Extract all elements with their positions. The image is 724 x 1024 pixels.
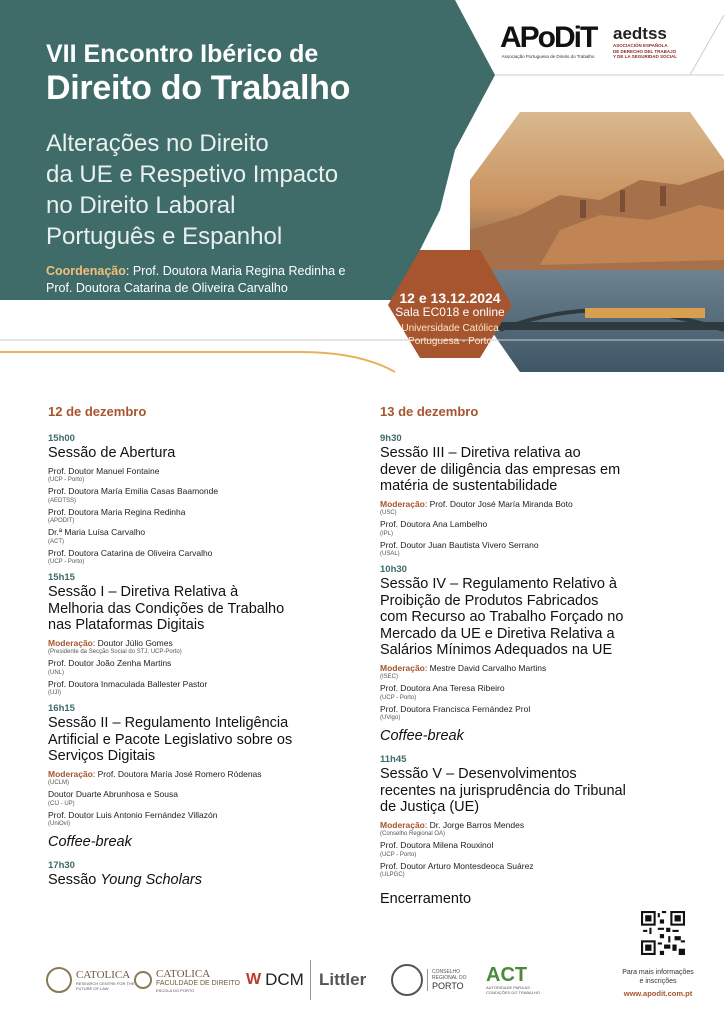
dcm-logo	[246, 960, 304, 1000]
session-title: Sessão de Abertura	[48, 445, 176, 461]
session-title-line: nas Plataformas Digitais	[48, 617, 205, 633]
catolica-logo-text: CATOLICA	[156, 967, 211, 980]
event-title	[46, 40, 466, 108]
session-title-line: com Recurso ao Trabalho Forçado no	[380, 609, 624, 625]
session-4	[380, 564, 690, 722]
session-title-line: Melhoria das Condições de Trabalho	[48, 600, 285, 617]
speaker-name: Prof. Doutor Manuel Fontaine	[48, 465, 160, 476]
speaker-name: Prof. Doutora María Emilia Casas Baamonde	[48, 486, 219, 496]
subtitle-line: Português e Espanhol	[46, 223, 283, 250]
speaker-affiliation: (ACT)	[48, 538, 64, 545]
coffee-break: Coffee-break	[48, 834, 132, 850]
event-room: Sala EC018 e online	[395, 305, 505, 319]
more-info-text: Para mais informações	[622, 969, 694, 976]
moderator-affiliation: (ISEC)	[380, 674, 398, 680]
speaker-name: Prof. Doutora Ana Lambelho	[380, 519, 488, 529]
moderator-name: : Dr. Jorge Barros Mendes	[424, 819, 525, 830]
event-venue	[388, 322, 512, 348]
speaker-name: Prof. Doutora Francisca Fernández Prol	[380, 703, 531, 714]
coordination-label: Coordenação	[46, 264, 126, 278]
aedtss-logo-tag: ASOCIACIÓN ESPAÑOLA	[613, 43, 668, 48]
speaker-affiliation: (UNL)	[48, 669, 64, 676]
speaker-affiliation: (UCP - Porto)	[48, 559, 85, 565]
conselho-regional-logo	[391, 960, 467, 1000]
session-5	[380, 754, 690, 879]
session-title-line: Sessão I – Diretiva Relativa à	[48, 584, 239, 600]
subtitle-line: no Direito Laboral	[46, 192, 236, 219]
aedtss-logo-mark: aedtss	[613, 24, 667, 43]
moderator-affiliation: (Presidente da Secção Social do STJ; UCP-Porto)	[48, 649, 182, 655]
venue-line: Universidade Católica	[401, 323, 499, 334]
event-date: 12 e 13.12.2024	[399, 290, 501, 306]
speaker-affiliation: (IPL)	[380, 530, 394, 537]
moderator-label: Moderação	[48, 637, 93, 648]
moderator-name: : Mestre David Carvalho Martins	[424, 662, 547, 673]
session-title-line: recentes na jurisprudência do Tribunal	[380, 782, 626, 799]
littler-logo	[310, 960, 366, 1000]
speaker-name: Prof. Doutor Luis Antonio Fernández Villazón	[48, 809, 218, 820]
session-2	[48, 703, 348, 828]
session-time: 10h30	[380, 564, 407, 575]
day1-heading: 12 de dezembro	[48, 404, 147, 419]
speaker-affiliation: (ULPGC)	[380, 872, 405, 878]
aedtss-logo-tag: DE DERECHO DEL TRABAJO	[613, 48, 677, 54]
apodit-logo-tag: Associação Portuguesa de Direito do Trabalho	[501, 54, 595, 59]
session-title-line: Serviços Digitais	[48, 748, 156, 764]
event-title-line2: Direito do Trabalho	[46, 69, 351, 107]
session-title	[380, 445, 690, 495]
moderator-label: Moderação	[48, 768, 93, 779]
session-time: 17h30	[48, 860, 75, 871]
session-time: 16h15	[48, 703, 75, 714]
moderator-affiliation: (Conselho Regional OA)	[380, 831, 446, 837]
act-logo-sub: AUTORIDADE PARA AS	[486, 985, 530, 990]
session-title	[48, 715, 348, 765]
apodit-logo-mark: APoDiT	[500, 21, 597, 54]
speaker-affiliation: (USAL)	[380, 551, 400, 557]
speaker-name: Doutor Duarte Abrunhosa e Sousa	[48, 789, 178, 799]
moderator-label: Moderação	[380, 662, 425, 673]
day1-column	[48, 404, 348, 895]
speaker-affiliation: (UniOvi)	[48, 821, 70, 827]
coordination-text: Prof. Doutora Catarina de Oliveira Carvalho	[46, 281, 288, 295]
speaker-affiliation: (UCP - Porto)	[380, 694, 417, 701]
session-young-scholars	[48, 860, 348, 889]
moderator-affiliation: (USC)	[380, 510, 397, 516]
session-title	[380, 766, 690, 816]
moderator	[48, 769, 348, 780]
moderator	[380, 663, 690, 674]
moderator-name: : Doutor Júlio Gomes	[92, 637, 173, 648]
speaker-name: Prof. Doutora Milena Rouxinol	[380, 840, 494, 850]
moderator	[380, 820, 690, 831]
session-time: 9h30	[380, 433, 402, 444]
catolica-logo-text: CATOLICA	[76, 969, 131, 981]
conselho-logo-text: PORTO	[432, 981, 464, 991]
speaker-affiliation: (UCP - Porto)	[48, 477, 85, 483]
catolica-seal-icon	[134, 971, 152, 989]
catolica-law-logo	[134, 960, 240, 1000]
coordination-text: : Prof. Doutora Maria Regina Redinha e	[125, 264, 346, 278]
session-title-line: Artificial e Pacote Legislativo sobre os	[48, 731, 293, 748]
subtitle-line: da UE e Respetivo Impacto	[46, 161, 339, 188]
speaker-affiliation: (UCP - Porto)	[380, 851, 417, 858]
session-title-line: Sessão III – Diretiva relativa ao	[380, 445, 581, 461]
session-opening	[48, 433, 348, 566]
moderator-affiliation: (UCLM)	[48, 780, 69, 786]
speaker-name: Dr.ª Maria Luísa Carvalho	[48, 527, 146, 537]
speaker-name: Prof. Doutora Ana Teresa Ribeiro	[380, 683, 505, 693]
act-logo	[486, 960, 540, 1000]
event-subtitle	[46, 128, 466, 252]
speaker-affiliation: (UJI)	[48, 690, 61, 696]
session-title-line: dever de diligência das empresas em	[380, 461, 621, 478]
dcm-mark-icon: W	[246, 971, 262, 988]
littler-logo-text: Littler	[319, 970, 367, 989]
moderator-label: Moderação	[380, 498, 425, 509]
session-title-line: Mercado da UE e Diretiva Relativa a	[380, 625, 615, 642]
act-logo-text: ACT	[486, 964, 528, 986]
catolica-research-logo	[46, 960, 136, 1000]
more-info	[600, 968, 716, 998]
session-title-line: matéria de sustentabilidade	[380, 478, 558, 494]
qr-code[interactable]	[641, 911, 685, 955]
dcm-logo-text: DCM	[265, 970, 304, 989]
apodit-logo	[500, 22, 596, 60]
session-title-part: Young Scholars	[100, 872, 202, 888]
moderator	[380, 499, 690, 510]
session-title	[48, 872, 348, 889]
catolica-logo-sub: ESCOLA DO PORTO	[156, 987, 195, 993]
session-1	[48, 572, 348, 697]
session-title-line: Salários Mínimos Adequados na UE	[380, 642, 613, 658]
speaker-name: Prof. Doutora Catarina de Oliveira Carvalho	[48, 547, 213, 558]
session-title-line: Proibição de Produtos Fabricados	[380, 592, 599, 609]
speaker-affiliation: (AEDTSS)	[48, 497, 77, 504]
session-time: 15h00	[48, 433, 75, 444]
catolica-seal-icon	[46, 967, 72, 993]
session-title	[48, 584, 348, 634]
aedtss-logo	[613, 25, 703, 60]
session-time: 15h15	[48, 572, 75, 583]
conselho-logo-text: REGIONAL DO	[432, 975, 467, 981]
subtitle-line: Alterações no Direito	[46, 130, 269, 157]
day2-heading: 13 de dezembro	[380, 404, 479, 419]
speaker-name: Prof. Doutor Juan Bautista Vivero Serrano	[380, 539, 539, 550]
more-info-text: e inscrições	[639, 978, 677, 985]
session-3	[380, 433, 690, 558]
aedtss-logo-tag: Y DE LA SEGURIDAD SOCIAL	[613, 54, 678, 59]
speaker-name: Prof. Doutora Maria Regina Redinha	[48, 506, 186, 517]
speaker-affiliation: (APODIT)	[48, 518, 75, 524]
closing-session: Encerramento	[380, 891, 472, 907]
venue-line: Portuguesa - Porto	[408, 336, 492, 347]
event-title-line1: VII Encontro Ibérico de	[46, 40, 319, 68]
session-title	[380, 576, 690, 659]
moderator	[48, 638, 348, 649]
moderator-label: Moderação	[380, 819, 425, 830]
catolica-logo-sub: FACULDADE DE DIREITO	[156, 979, 240, 987]
session-title-line: Sessão II – Regulamento Inteligência	[48, 715, 289, 731]
session-title-line: Sessão V – Desenvolvimentos	[380, 766, 577, 782]
speaker-affiliation: (UVigo)	[380, 715, 401, 721]
moderator-name: : Prof. Doutor José María Miranda Boto	[424, 498, 573, 509]
speaker-name: Prof. Doutor João Zenha Martins	[48, 658, 172, 668]
catolica-logo-sub: RESEARCH CENTRE FOR THE FUTURE OF LAW	[76, 981, 135, 991]
sponsor-logos	[46, 960, 606, 1000]
act-logo-sub: CONDIÇÕES DO TRABALHO	[486, 990, 540, 995]
speaker-name: Prof. Doutor Arturo Montesdeoca Suárez	[380, 860, 534, 871]
speaker-name: Prof. Doutora Inmaculada Ballester Pastor	[48, 678, 208, 689]
coordination	[46, 263, 446, 297]
moderator-name: : Prof. Doutora María José Romero Ródenas	[92, 768, 262, 779]
conselho-logo-text: CONSELHO	[432, 969, 461, 975]
session-title-line: Sessão IV – Regulamento Relativo à	[380, 576, 617, 592]
session-title-part: Sessão	[48, 872, 101, 888]
website-link[interactable]: www.apodit.com.pt	[623, 989, 693, 998]
session-time: 11h45	[380, 754, 407, 765]
conselho-seal-icon	[391, 964, 423, 996]
speaker-affiliation: (CIJ - UP)	[48, 800, 75, 807]
coffee-break: Coffee-break	[380, 728, 464, 744]
day2-column	[380, 404, 690, 912]
session-title-line: de Justiça (UE)	[380, 799, 480, 815]
